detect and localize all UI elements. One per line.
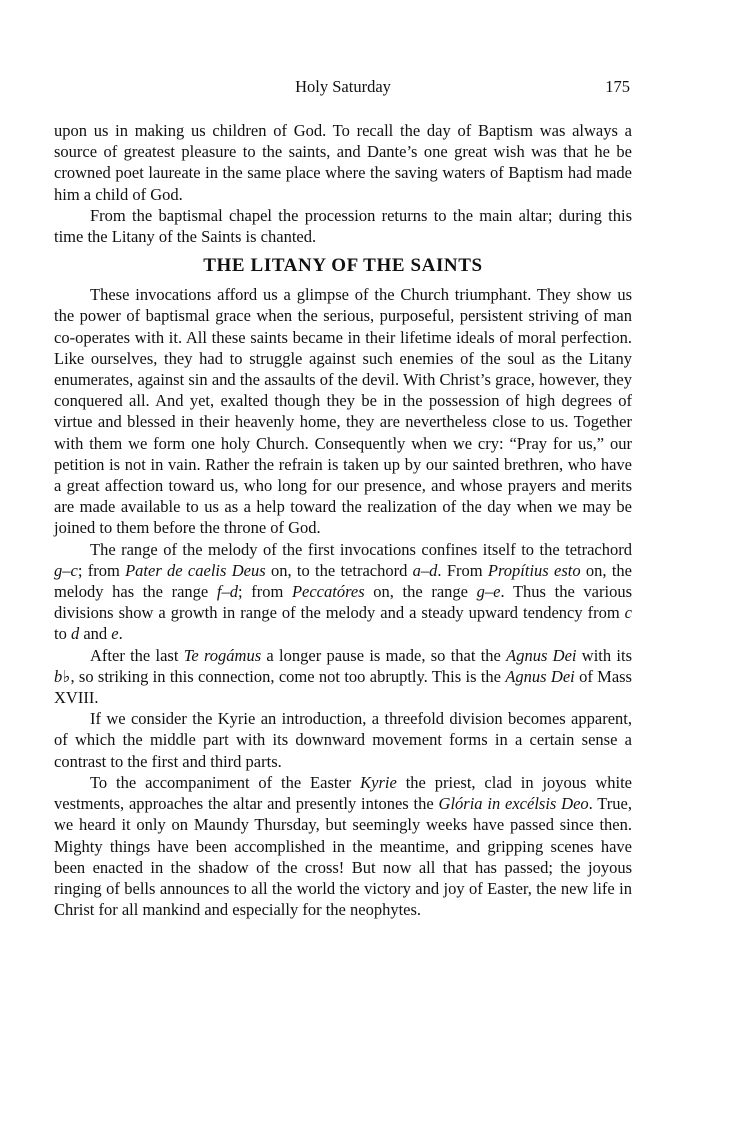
text-run: the priest, clad in joyous white vestments, approaches the altar and presently intones the xyxy=(54,772,633,814)
paragraph-gloria xyxy=(54,772,632,920)
text-run: After the last xyxy=(90,645,184,665)
text-run: a longer pause is made, so that the xyxy=(261,645,507,665)
text-run: of Mass XVIII. xyxy=(54,666,632,708)
italic-run: a–d xyxy=(412,560,438,580)
text-run: The range of the melody of the first invocations confines itself to the tetrachord xyxy=(90,539,632,559)
italic-run: d xyxy=(70,624,80,644)
italic-run: f–d xyxy=(216,582,238,602)
text-run: to xyxy=(54,624,71,644)
paragraph-baptism-continuation: upon us in making us children of God. To recall the day of Baptism was always a source of greatest pleasure to the saints, and Dante’s one great wish was that he be crowned poet laureate in the same place where the saving waters of Baptism had made him a child of God. xyxy=(54,121,632,204)
italic-run: g–c xyxy=(54,560,78,580)
paragraph-melody-range xyxy=(54,539,632,645)
italic-run: g–e xyxy=(476,582,501,602)
italic-run: Te rogámus xyxy=(183,645,262,665)
paragraph-kyrie-division: If we consider the Kyrie an introduction, a threefold division becomes apparent, of which the middle part with its downward movement forms in a certain sense a contrast to the first and third parts. xyxy=(54,709,632,771)
running-head xyxy=(54,76,632,98)
text-run: ; from xyxy=(237,582,292,602)
italic-run: Agnus Dei xyxy=(505,666,575,686)
text-run: . xyxy=(118,624,123,644)
italic-run: Pater de caelis Deus xyxy=(125,560,266,580)
italic-run: e xyxy=(111,624,119,644)
text-run: ; from xyxy=(77,560,126,580)
body-text xyxy=(54,120,632,920)
italic-run: Glória in excélsis Deo xyxy=(438,794,589,814)
book-page xyxy=(54,76,632,920)
text-run: . From xyxy=(437,560,488,580)
page-number: 175 xyxy=(605,77,630,96)
paragraph-procession: From the baptismal chapel the procession returns to the main altar; during this time the Litany of the Saints is chanted. xyxy=(54,205,632,247)
text-run: with its xyxy=(576,645,632,665)
italic-run: Propítius esto xyxy=(487,560,581,580)
italic-run: Kyrie xyxy=(360,772,397,792)
text-run: . Thus the various divisions show a growth in range of the melody and a steady upward tendency from xyxy=(54,582,632,623)
text-run: on, the melody has the range xyxy=(54,560,632,602)
text-run: To the accompaniment of the Easter xyxy=(90,772,361,792)
text-run: , so striking in this connection, come not too abruptly. This is the xyxy=(70,666,506,686)
paragraph-agnus-dei xyxy=(54,645,632,709)
text-run: and xyxy=(79,624,112,644)
section-heading: THE LITANY OF THE SAINTS xyxy=(203,255,483,277)
italic-run: Agnus Dei xyxy=(506,645,577,665)
text-run: on, to the tetrachord xyxy=(265,560,413,580)
running-title: Holy Saturday xyxy=(295,77,391,96)
italic-run: b♭ xyxy=(54,666,71,686)
italic-run: c xyxy=(624,603,632,623)
text-run: . True, we heard it only on Maundy Thursday, but seemingly weeks have passed since then. Mighty things have been accomplished in the meantime, and gripping scenes have been enacted in the shadow of the cross! But now all that has passed; the joyous ringing of bells announces to all the world the victory and joy of Easter, the new life in Christ for all mankind and especially for the neophytes. xyxy=(54,794,633,920)
italic-run: Peccatóres xyxy=(291,582,365,602)
text-run: on, the range xyxy=(364,582,477,602)
paragraph-invocations: These invocations afford us a glimpse of the Church triumphant. They show us the power of baptismal grace when the serious, purposeful, persistent striving of man co-operates with it. All these saints became in their lifetime ideals of moral perfection. Like ourselves, they had to struggle against such enemies of the soul as the Litany enumerates, against sin and the assaults of the devil. With Christ’s grace, however, they conquered all. And yet, exalted though they be in the possession of high degrees of virtue and blessed in their heavenly home, they are nevertheless close to us. Together with them we form one holy Church. Consequently when we cry: “Pray for us,” our petition is not in vain. Rather the refrain is taken up by our sainted brethren, who have a great affection toward us, who long for our presence, and whose prayers and merits are made available to us as a help toward the realization of the day when we may be joined to them before the throne of God. xyxy=(54,285,632,538)
